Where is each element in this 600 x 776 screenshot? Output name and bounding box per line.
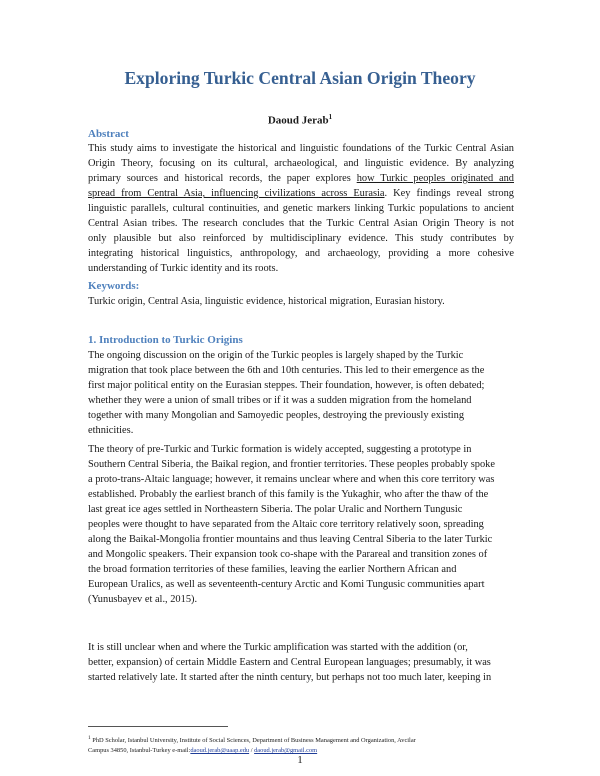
body-line: first major political entity on the Eurasian steppes. Their foundation, however, is often debated; [88, 380, 485, 391]
paper-title: Exploring Turkic Central Asian Origin Theory [124, 68, 476, 88]
abstract-line: Origin Theory, focusing on its cultural, archaeological, and linguistic evidence. By analyzing [88, 158, 514, 169]
author-name: Daoud Jerab [267, 114, 329, 127]
body-line: better, expansion) of certain Middle Eastern and Central European languages; presumably, it was [88, 657, 491, 668]
section-1-paragraph-2 [88, 442, 514, 607]
keywords-heading: Keywords: [88, 280, 140, 292]
abstract-line: Central Asian tribes. The research concludes that the Turkic Central Asian Origin Theory is not [88, 218, 514, 229]
body-line: established. Probably the earliest branch of this family is the Yukaghir, who after the thaw of the [88, 489, 489, 500]
footnote-affiliation: PhD Scholar, Istanbul University, Institute of Social Sciences, Department of Business Management and Organization, Avcilar [92, 737, 416, 745]
section-1-heading: 1. Introduction to Turkic Origins [88, 334, 243, 346]
body-line: a proto-trans-Altaic language; however, it remains unclear where and when this core territory was [88, 474, 495, 485]
abstract-line: understanding of Turkic identity and its roots. [88, 263, 279, 274]
abstract-line [88, 171, 514, 186]
abstract-line: linguistic parallels, cultural continuities, and genetic markers linking Turkic populations to ancient [88, 203, 514, 214]
page-number: 1 [297, 754, 303, 766]
body-line: and Mongolic speakers. Their expansion took co-shape with the Parareal and transition zones of [88, 549, 488, 560]
footnote [88, 733, 528, 756]
abstract-line: only plausible but also reinforced by multidisciplinary evidence. This study contributes by [88, 233, 514, 244]
body-line: last great ice ages settled in Northeastern Siberia. The polar Uralic and Northern Tungusic [88, 504, 463, 515]
keywords-text [88, 294, 514, 309]
body-line: (Yunusbayev et al., 2015). [88, 594, 198, 605]
body-line: the broad formation territories of these families, leaving the earlier Northern African and [88, 564, 457, 575]
body-line: ethnicities. [88, 425, 134, 436]
author-footnote-mark: 1 [328, 113, 333, 121]
body-line: It is still unclear when and where the Turkic amplification was started with the addition (or, [88, 642, 468, 653]
body-line: migration that took place between the 6th and 10th centuries. This led to their emergence as the [88, 365, 485, 376]
footnote-mark: 1 [88, 735, 91, 741]
footnote-rule [88, 726, 228, 727]
author-line [0, 113, 600, 127]
body-line: The ongoing discussion on the origin of the Turkic peoples is largely shaped by the Turkic [88, 350, 464, 361]
abstract-underlined-phrase: how Turkic peoples originated and [356, 173, 514, 184]
body-line: started relatively late. It started after the ninth century, but perhaps not too much later, keeping in [88, 672, 492, 683]
abstract-body [88, 141, 514, 276]
email-link-gmail[interactable]: daoud.jerab@gmail.com [254, 747, 318, 755]
body-line: together with many Mongolian and Samoyedic peoples, destroying the previously existing [88, 410, 465, 421]
abstract-line: integrating historical linguistics, anthropology, and archaeology, providing a more cohesive [88, 248, 514, 259]
body-line: peoples were thought to have separated from the Altaic core territory relatively soon, spreading [88, 519, 484, 530]
abstract-line [88, 186, 514, 201]
body-line: European Uralics, as well as seventeenth-century Arctic and Komi Tungusic communities apart [88, 579, 485, 590]
footnote-line-1 [88, 733, 528, 746]
body-line: whether they were a union of small tribes or if it was a sudden migration from the homeland [88, 395, 472, 406]
abstract-line-start: primary sources and historical records, the paper explores [88, 173, 357, 184]
abstract-underlined-phrase-cont: spread from Central Asia, influencing civilizations across Eurasia [88, 188, 385, 199]
section-1-paragraph-1 [88, 348, 514, 438]
abstract-line: This study aims to investigate the historical and linguistic foundations of the Turkic Central Asian [88, 143, 514, 154]
body-line: The theory of pre-Turkic and Turkic formation is widely accepted, suggesting a prototype in [88, 444, 472, 455]
abstract-line-end: . Key findings reveal strong [384, 188, 514, 199]
email-separator: / [249, 747, 255, 755]
body-line: along the Baikal-Mongolia frontier mountains and thus leaving Central Siberia to the later Turkic [88, 534, 493, 545]
abstract-heading: Abstract [88, 128, 129, 140]
keywords-line: Turkic origin, Central Asia, linguistic evidence, historical migration, Eurasian history. [88, 296, 445, 307]
email-link-uaap[interactable]: daoud.jerab@uaap.edu [190, 747, 250, 755]
section-1-paragraph-3 [88, 640, 514, 685]
body-line: Southern Central Siberia, the Baikal region, and frontier territories. These peoples probably spoke [88, 459, 495, 470]
footnote-address: Campus 34850, Istanbul-Turkey e-mail: [88, 747, 191, 755]
